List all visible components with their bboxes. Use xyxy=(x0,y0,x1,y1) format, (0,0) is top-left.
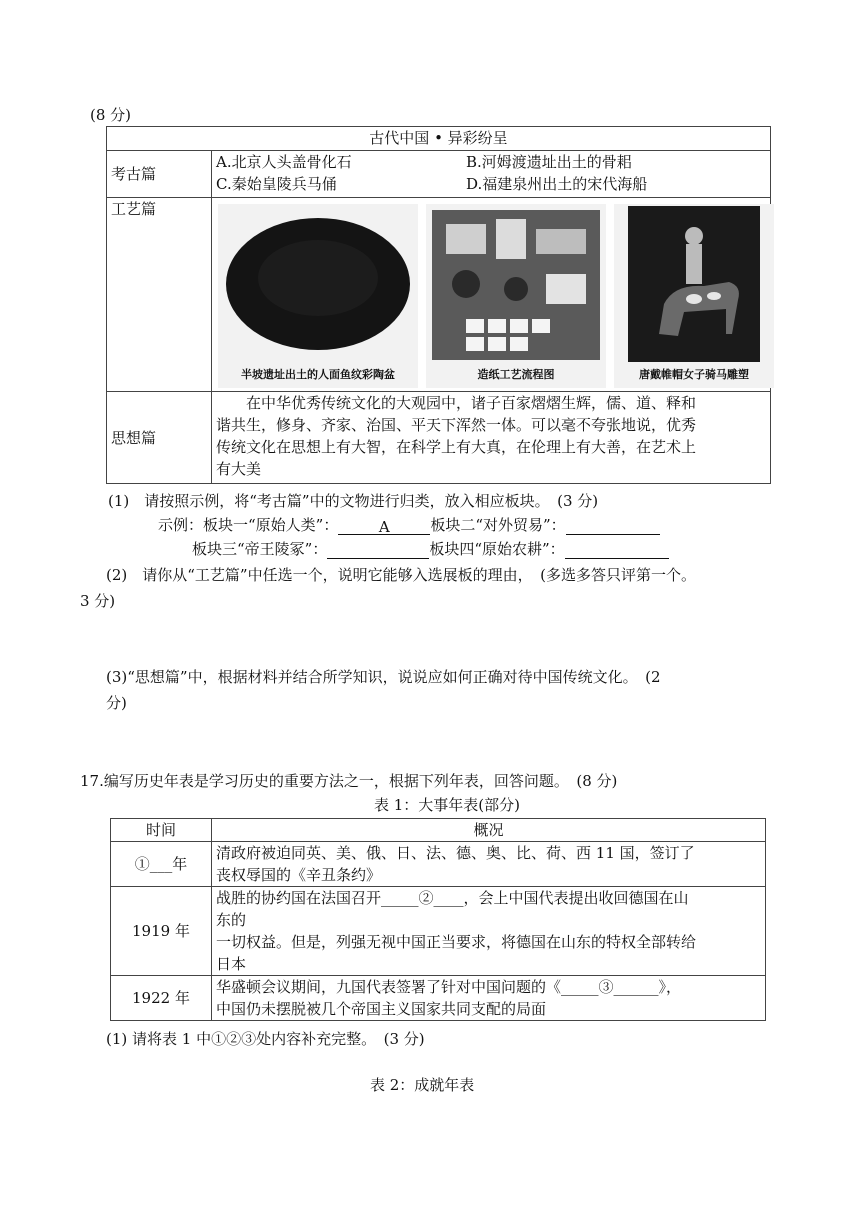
exhibit-table xyxy=(106,126,771,484)
pottery-basin-image xyxy=(218,204,418,388)
row3-line-2: 中国仍未摆脱被几个帝国主义国家共同支配的局面 xyxy=(216,1000,547,1018)
thought-line-3: 传统文化在思想上有大智，在科学上有大真，在伦理上有大善，在艺术上 xyxy=(216,438,697,456)
table1-caption: 表 1：大事年表(部分) xyxy=(374,796,521,814)
q16-part2-line2: 3 分) xyxy=(80,592,116,610)
events-header-summary: 概况 xyxy=(212,819,766,842)
thought-line-2: 谐共生，修身、齐家、治国、平天下浑然一体。可以毫不夸张地说，优秀 xyxy=(216,416,697,434)
row1-line-1: 清政府被迫同英、美、俄、日、法、德、奥、比、荷、西 11 国，签订了 xyxy=(216,844,695,862)
papermaking-process-icon xyxy=(426,204,606,364)
row3-time: 1922 年 xyxy=(111,976,212,1021)
example-block1-answer xyxy=(338,518,430,535)
row2-summary xyxy=(212,887,766,976)
archaeology-item-b: B.河姆渡遗址出土的骨耜 xyxy=(466,153,632,171)
block4-answer-blank[interactable] xyxy=(565,542,669,559)
papermaking-caption: 造纸工艺流程图 xyxy=(477,368,555,381)
q16-part1-example-line xyxy=(158,514,660,535)
row1-summary xyxy=(212,842,766,887)
block2-answer-blank[interactable] xyxy=(566,518,660,535)
archaeology-item-c: C.秦始皇陵兵马俑 xyxy=(216,175,337,193)
thought-line-4: 有大美 xyxy=(216,460,262,478)
q16-part3-line1: (3)“思想篇”中，根据材料并结合所学知识，说说应如何正确对待中国传统文化。 (2 xyxy=(106,668,661,686)
archaeology-items xyxy=(212,151,771,198)
horse-rider-figurine-icon xyxy=(614,204,774,364)
row2-line-1: 战胜的协约国在法国召开_____②____，会上中国代表提出收回德国在山 xyxy=(216,889,689,907)
events-table xyxy=(110,818,766,1021)
craft-images xyxy=(212,198,771,392)
row2-line-2: 东的 xyxy=(216,911,247,929)
events-header-time: 时间 xyxy=(111,819,212,842)
archaeology-item-a: A.北京人头盖骨化石 xyxy=(216,153,352,171)
q16-part1-line2 xyxy=(192,538,669,559)
q16-score: (8 分) xyxy=(90,106,132,124)
row3-line-1: 华盛顿会议期间，九国代表签署了针对中国问题的《_____③______》， xyxy=(216,978,682,996)
row3-summary xyxy=(212,976,766,1021)
pottery-basin-icon xyxy=(218,204,418,364)
horse-rider-caption: 唐戴帷帽女子骑马雕塑 xyxy=(639,368,749,381)
example-answer-text: A xyxy=(378,518,390,536)
q16-part2-line1: (2) 请你从“工艺篇”中任选一个，说明它能够入选展板的理由， (多选多答只评第一个。 xyxy=(106,566,696,584)
table2-caption: 表 2：成就年表 xyxy=(370,1076,475,1094)
exhibit-table-title: 古代中国 • 异彩纷呈 xyxy=(107,127,771,151)
row1-line-2: 丧权辱国的《辛丑条约》 xyxy=(216,866,382,884)
q17-part1: (1) 请将表 1 中①②③处内容补充完整。 (3 分) xyxy=(106,1030,425,1048)
archaeology-label: 考古篇 xyxy=(107,151,212,198)
craft-label: 工艺篇 xyxy=(107,198,212,392)
block3-answer-blank[interactable] xyxy=(327,542,429,559)
horse-rider-image xyxy=(614,204,774,388)
pottery-basin-caption: 半坡遗址出土的人面鱼纹彩陶盆 xyxy=(241,368,395,381)
row1-time: ①___年 xyxy=(111,842,212,887)
thought-text xyxy=(212,392,771,484)
example-block1-label: 示例：板块一“原始人类”： xyxy=(158,516,339,534)
q17-heading: 17.编写历史年表是学习历史的重要方法之一，根据下列年表，回答问题。 (8 分) xyxy=(80,772,618,790)
block4-label: 板块四“原始农耕”： xyxy=(429,540,565,558)
row2-line-4: 日本 xyxy=(216,955,247,973)
archaeology-item-d: D.福建泉州出土的宋代海船 xyxy=(466,175,648,193)
example-block2-label: 板块二“对外贸易”： xyxy=(430,516,566,534)
row2-time: 1919 年 xyxy=(111,887,212,976)
q16-part1: (1) 请按照示例，将“考古篇”中的文物进行归类，放入相应板块。 (3 分) xyxy=(108,492,599,510)
block3-label: 板块三“帝王陵冢”： xyxy=(192,540,328,558)
papermaking-image xyxy=(426,204,606,388)
row2-line-3: 一切权益。但是，列强无视中国正当要求，将德国在山东的特权全部转给 xyxy=(216,933,697,951)
q16-part3-line2: 分) xyxy=(106,694,127,712)
thought-label: 思想篇 xyxy=(107,392,212,484)
thought-line-1: 在中华优秀传统文化的大观园中，诸子百家熠熠生辉，儒、道、释和 xyxy=(246,394,697,412)
